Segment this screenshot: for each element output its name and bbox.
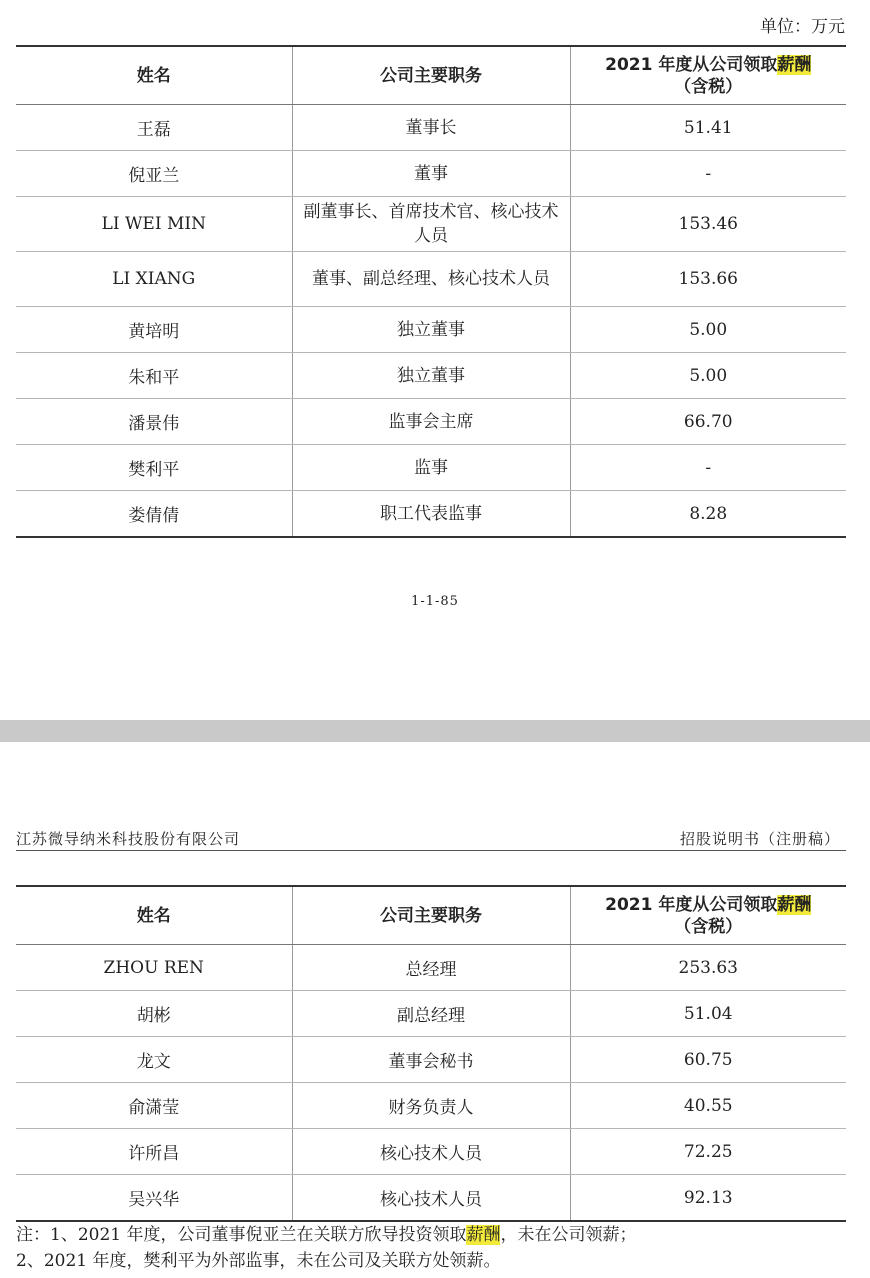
table-row xyxy=(16,252,846,307)
cell-name: 龙文 xyxy=(16,1037,292,1083)
cell-position: 监事会主席 xyxy=(292,399,570,445)
header-name: 姓名 xyxy=(16,886,292,945)
table-row xyxy=(16,445,846,491)
table-row xyxy=(16,945,846,991)
cell-position: 财务负责人 xyxy=(292,1083,570,1129)
cell-name: 许所昌 xyxy=(16,1129,292,1175)
cell-salary: 8.28 xyxy=(570,491,846,538)
cell-salary: 72.25 xyxy=(570,1129,846,1175)
cell-salary: 5.00 xyxy=(570,307,846,353)
page-number: 1-1-85 xyxy=(411,594,459,609)
cell-name: 黄培明 xyxy=(16,307,292,353)
header-company: 江苏微导纳米科技股份有限公司 xyxy=(16,830,241,848)
header-salary-prefix: 2021 年度从公司领取 xyxy=(605,894,778,915)
cell-position: 独立董事 xyxy=(292,353,570,399)
cell-salary: 66.70 xyxy=(570,399,846,445)
header-salary xyxy=(570,46,846,105)
table-row xyxy=(16,197,846,252)
table-row xyxy=(16,1037,846,1083)
cell-salary: 253.63 xyxy=(570,945,846,991)
header-rule xyxy=(16,850,846,851)
salary-table-2 xyxy=(16,885,846,1222)
cell-position: 职工代表监事 xyxy=(292,491,570,538)
cell-name: 樊利平 xyxy=(16,445,292,491)
table-row xyxy=(16,1175,846,1222)
cell-position: 董事长 xyxy=(292,105,570,151)
cell-salary: - xyxy=(570,151,846,197)
cell-salary: 40.55 xyxy=(570,1083,846,1129)
cell-name: ZHOU REN xyxy=(16,945,292,991)
table-header-row xyxy=(16,886,846,945)
cell-position: 核心技术人员 xyxy=(292,1175,570,1222)
cell-name: 王磊 xyxy=(16,105,292,151)
table-row xyxy=(16,399,846,445)
header-salary-prefix: 2021 年度从公司领取 xyxy=(605,54,778,75)
cell-salary: 51.04 xyxy=(570,991,846,1037)
footnotes xyxy=(16,1222,856,1274)
cell-position: 核心技术人员 xyxy=(292,1129,570,1175)
cell-name: 吴兴华 xyxy=(16,1175,292,1222)
cell-name: 倪亚兰 xyxy=(16,151,292,197)
table-row xyxy=(16,491,846,538)
table-row xyxy=(16,353,846,399)
table-row xyxy=(16,307,846,353)
header-doc-title: 招股说明书（注册稿） xyxy=(679,830,840,848)
cell-name: 潘景伟 xyxy=(16,399,292,445)
document-page-2 xyxy=(0,742,870,1278)
cell-position: 总经理 xyxy=(292,945,570,991)
cell-salary: 60.75 xyxy=(570,1037,846,1083)
table-row xyxy=(16,105,846,151)
header-salary-suffix: （含税） xyxy=(674,916,743,937)
table-row xyxy=(16,991,846,1037)
table-row xyxy=(16,1083,846,1129)
cell-name: LI XIANG xyxy=(16,252,292,307)
cell-name: 朱和平 xyxy=(16,353,292,399)
header-position: 公司主要职务 xyxy=(292,886,570,945)
cell-salary: 92.13 xyxy=(570,1175,846,1222)
cell-name: 胡彬 xyxy=(16,991,292,1037)
table-row xyxy=(16,151,846,197)
cell-position: 董事、副总经理、核心技术人员 xyxy=(292,252,570,307)
header-salary-highlight: 薪酬 xyxy=(777,894,812,915)
unit-label: 单位：万元 xyxy=(760,17,845,37)
cell-position: 副董事长、首席技术官、核心技术人员 xyxy=(292,197,570,252)
page-separator xyxy=(0,720,870,742)
cell-position: 董事 xyxy=(292,151,570,197)
footnote-1-suffix: ，未在公司领薪； xyxy=(500,1225,637,1245)
header-salary-highlight: 薪酬 xyxy=(777,54,812,75)
footnote-1 xyxy=(16,1222,856,1248)
cell-position: 副总经理 xyxy=(292,991,570,1037)
cell-salary: 153.46 xyxy=(570,197,846,252)
cell-salary: 51.41 xyxy=(570,105,846,151)
cell-salary: 5.00 xyxy=(570,353,846,399)
footnote-1-prefix: 注：1、2021 年度，公司董事倪亚兰在关联方欣导投资领取 xyxy=(16,1225,467,1245)
cell-salary: 153.66 xyxy=(570,252,846,307)
cell-name: LI WEI MIN xyxy=(16,197,292,252)
cell-position: 监事 xyxy=(292,445,570,491)
table-header-row xyxy=(16,46,846,105)
cell-position: 独立董事 xyxy=(292,307,570,353)
cell-name: 俞潇莹 xyxy=(16,1083,292,1129)
header-salary xyxy=(570,886,846,945)
header-salary-suffix: （含税） xyxy=(674,76,743,97)
salary-table-1 xyxy=(16,45,846,538)
table-row xyxy=(16,1129,846,1175)
cell-name: 娄倩倩 xyxy=(16,491,292,538)
cell-position: 董事会秘书 xyxy=(292,1037,570,1083)
header-name: 姓名 xyxy=(16,46,292,105)
footnote-2: 2、2021 年度，樊利平为外部监事，未在公司及关联方处领薪。 xyxy=(16,1251,501,1271)
cell-salary: - xyxy=(570,445,846,491)
footnote-1-highlight: 薪酬 xyxy=(466,1225,501,1245)
header-position: 公司主要职务 xyxy=(292,46,570,105)
